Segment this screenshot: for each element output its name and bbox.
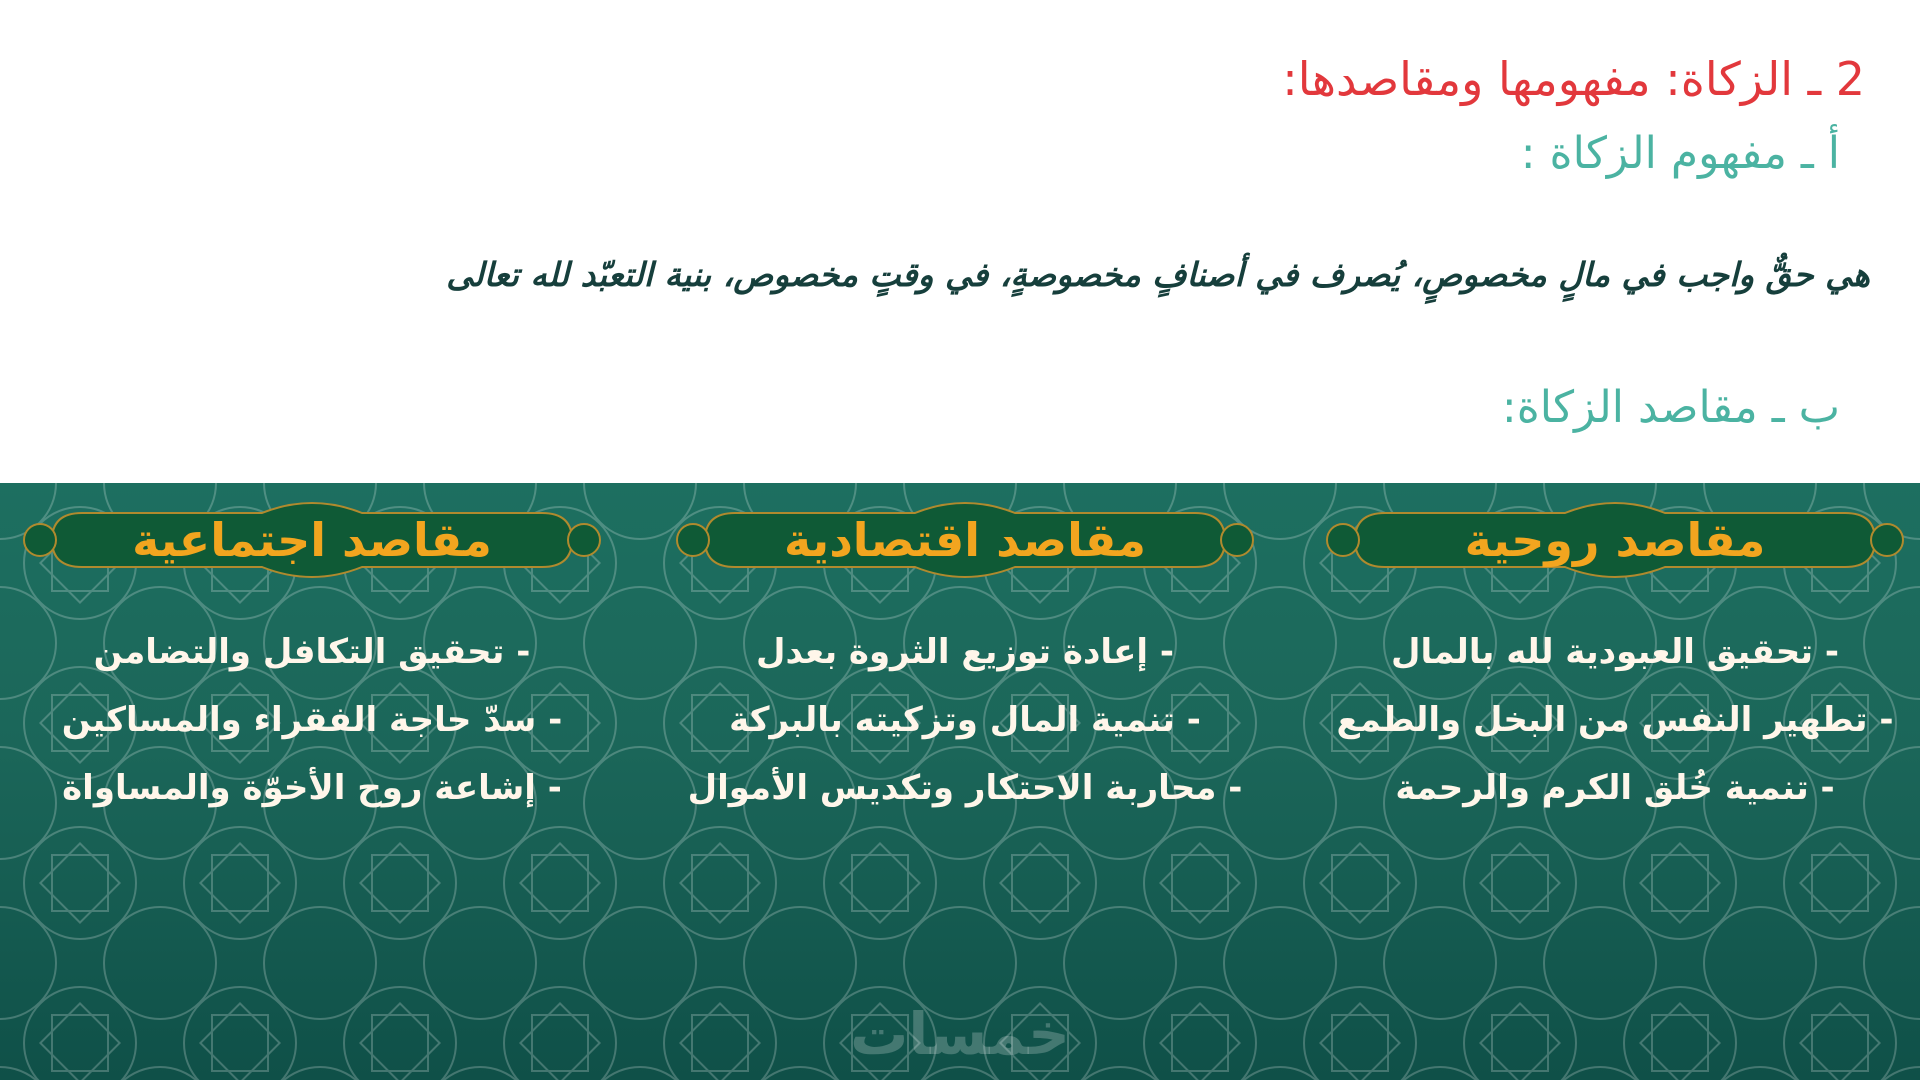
spiritual-banner	[1315, 495, 1915, 585]
list-item: - سدّ حاجة الفقراء والمساكين	[61, 700, 563, 740]
social-purposes-list	[12, 618, 612, 822]
social-purposes-column	[12, 483, 612, 1080]
section-heading: 2 ـ الزكاة: مفهومها ومقاصدها:	[1282, 52, 1865, 106]
economic-purposes-column	[665, 483, 1265, 1080]
list-item: - محاربة الاحتكار وتكديس الأموال	[687, 768, 1243, 808]
zakat-definition: هي حقٌّ واجب في مالٍ مخصوصٍ، يُصرف في أصنافٍ مخصوصةٍ، في وقتٍ مخصوص، بنية التعبّد لله تعالى	[446, 255, 1870, 294]
list-item: - إشاعة روح الأخوّة والمساواة	[62, 768, 562, 808]
economic-purposes-list	[665, 618, 1265, 822]
watermark-logo: خمسات	[850, 1000, 1070, 1068]
purposes-panel	[0, 483, 1920, 1080]
social-banner-title: مقاصد اجتماعية	[132, 513, 492, 567]
economic-banner	[665, 495, 1265, 585]
list-item: - إعادة توزيع الثروة بعدل	[755, 632, 1175, 672]
list-item: - تحقيق العبودية لله بالمال	[1391, 632, 1839, 672]
spiritual-banner-title: مقاصد روحية	[1464, 513, 1766, 567]
economic-banner-title: مقاصد اقتصادية	[784, 513, 1146, 567]
spiritual-purposes-column	[1315, 483, 1915, 1080]
list-item: - تنمية المال وتزكيته بالبركة	[729, 700, 1201, 740]
concept-subheading: أ ـ مفهوم الزكاة :	[1520, 128, 1840, 179]
slide-top-section	[0, 0, 1920, 483]
spiritual-purposes-list	[1315, 618, 1915, 822]
social-banner	[12, 495, 612, 585]
list-item: - تحقيق التكافل والتضامن	[93, 632, 531, 672]
list-item: - تنمية خُلق الكرم والرحمة	[1395, 768, 1835, 808]
purposes-subheading: ب ـ مقاصد الزكاة:	[1501, 382, 1840, 433]
list-item: - تطهير النفس من البخل والطمع	[1336, 700, 1894, 740]
